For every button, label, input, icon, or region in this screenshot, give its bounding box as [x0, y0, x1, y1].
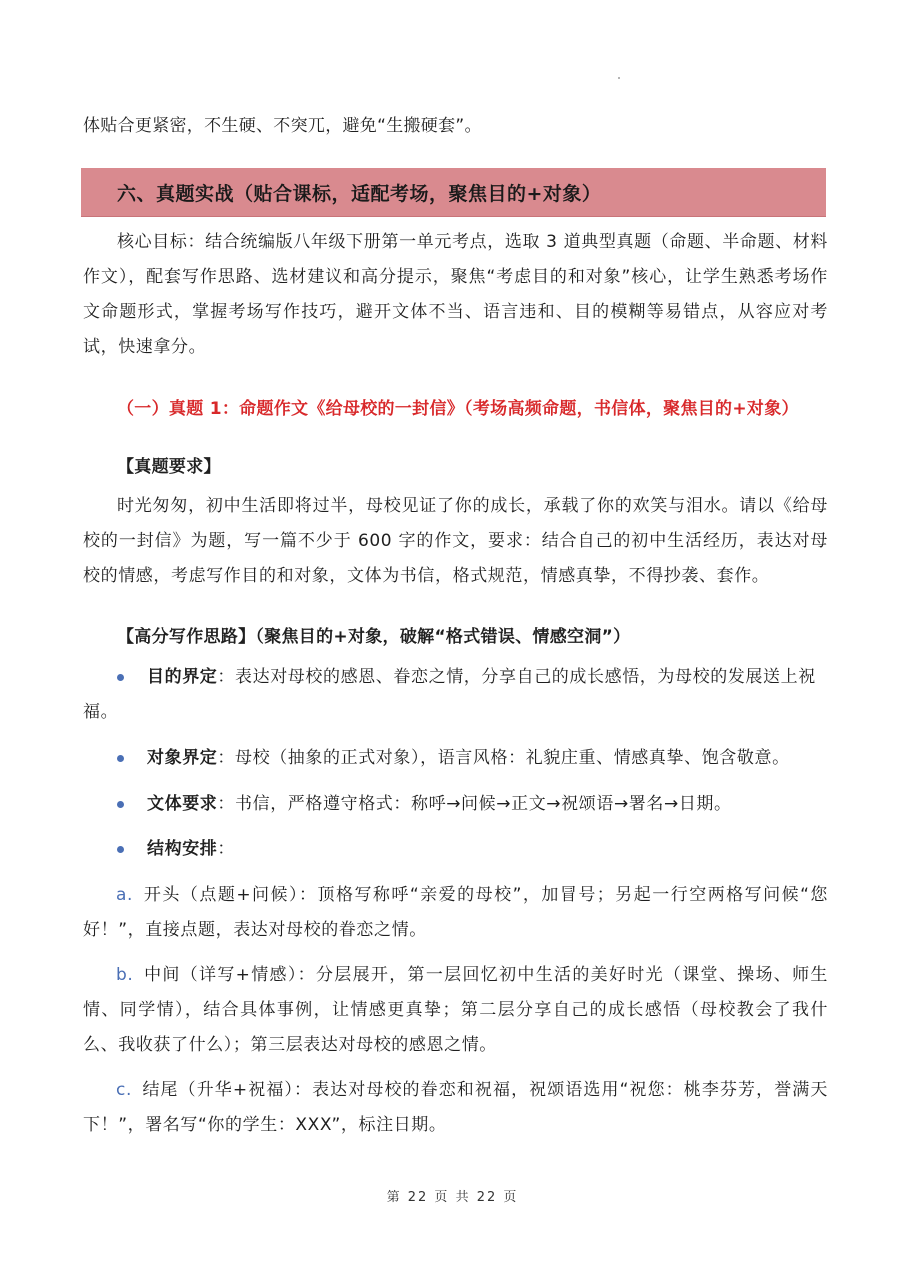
approach-label: 【高分写作思路】（聚焦目的+对象，破解“格式错误、情感空洞”）	[117, 627, 631, 647]
section-title: 六、真题实战（贴合课标，适配考场，聚焦目的+对象）	[117, 183, 602, 205]
structure-step-a	[83, 878, 828, 948]
bullet-audience	[147, 741, 827, 776]
step-text: 结尾（升华+祝福）：表达对母校的眷恋和祝福，祝颂语选用“祝您：桃李芬芳，誉满天下！”，署名写“你的学生：XXX”，标注日期。	[83, 1080, 828, 1135]
scan-speck	[618, 77, 620, 79]
page-footer: 第 22 页 共 22 页	[386, 1190, 519, 1205]
bullet-body: ：	[217, 839, 236, 859]
structure-step-b	[83, 958, 828, 1063]
bullet-body: ：母校（抽象的正式对象），语言风格：礼貌庄重、情感真挚、饱含敬意。	[217, 748, 790, 768]
bullet-term: 结构安排	[147, 839, 218, 859]
requirement-paragraph: 时光匆匆，初中生活即将过半，母校见证了你的成长，承载了你的欢笑与泪水。请以《给母校的一封信》为题，写一篇不少于 600 字的作文，要求：结合自己的初中生活经历，表达对母校的情感，考虑写作目的和对象，文体为书信，格式规范，情感真挚，不得抄袭、套作。	[83, 496, 828, 586]
step-marker: a.	[116, 885, 134, 905]
step-marker: c.	[116, 1080, 132, 1100]
bullet-purpose	[83, 660, 828, 730]
bullet-dot	[117, 755, 124, 762]
bullet-term: 对象界定	[147, 748, 218, 768]
bullet-genre	[147, 787, 827, 822]
step-text: 中间（详写+情感）：分层展开，第一层回忆初中生活的美好时光（课堂、操场、师生情、同学情），结合具体事例，让情感更真挚；第二层分享自己的成长感悟（母校教会了我什么、我收获了什么）；第三层表达对母校的感恩之情。	[83, 965, 828, 1055]
step-marker: b.	[116, 965, 134, 985]
bullet-term: 文体要求	[147, 794, 218, 814]
structure-step-c	[83, 1073, 828, 1143]
core-goal-paragraph: 核心目标：结合统编版八年级下册第一单元考点，选取 3 道典型真题（命题、半命题、材料作文），配套写作思路、选材建议和高分提示，聚焦“考虑目的和对象”核心，让学生熟悉考场作文命题形式，掌握考场写作技巧，避开文体不当、语言违和、目的模糊等易错点，从容应对考试，快速拿分。	[83, 232, 828, 357]
question-1-heading: （一）真题 1：命题作文《给母校的一封信》（考场高频命题，书信体，聚焦目的+对象）	[117, 399, 799, 419]
bullet-body: ：书信，严格遵守格式：称呼→问候→正文→祝颂语→署名→日期。	[217, 794, 732, 814]
bullet-dot	[117, 801, 124, 808]
section-banner	[81, 168, 826, 217]
bullet-dot	[117, 846, 124, 853]
bullet-term: 目的界定	[147, 667, 218, 687]
intro-line: 体贴合更紧密，不生硬、不突兀，避免“生搬硬套”。	[83, 116, 482, 136]
step-text: 开头（点题+问候）：顶格写称呼“亲爱的母校”，加冒号；另起一行空两格写问候“您好！”，直接点题，表达对母校的眷恋之情。	[83, 885, 828, 940]
bullet-body: ：表达对母校的感恩、眷恋之情，分享自己的成长感悟，为母校的发展送上祝福。	[83, 667, 816, 722]
bullet-structure	[147, 832, 827, 867]
requirement-label: 【真题要求】	[117, 457, 221, 477]
